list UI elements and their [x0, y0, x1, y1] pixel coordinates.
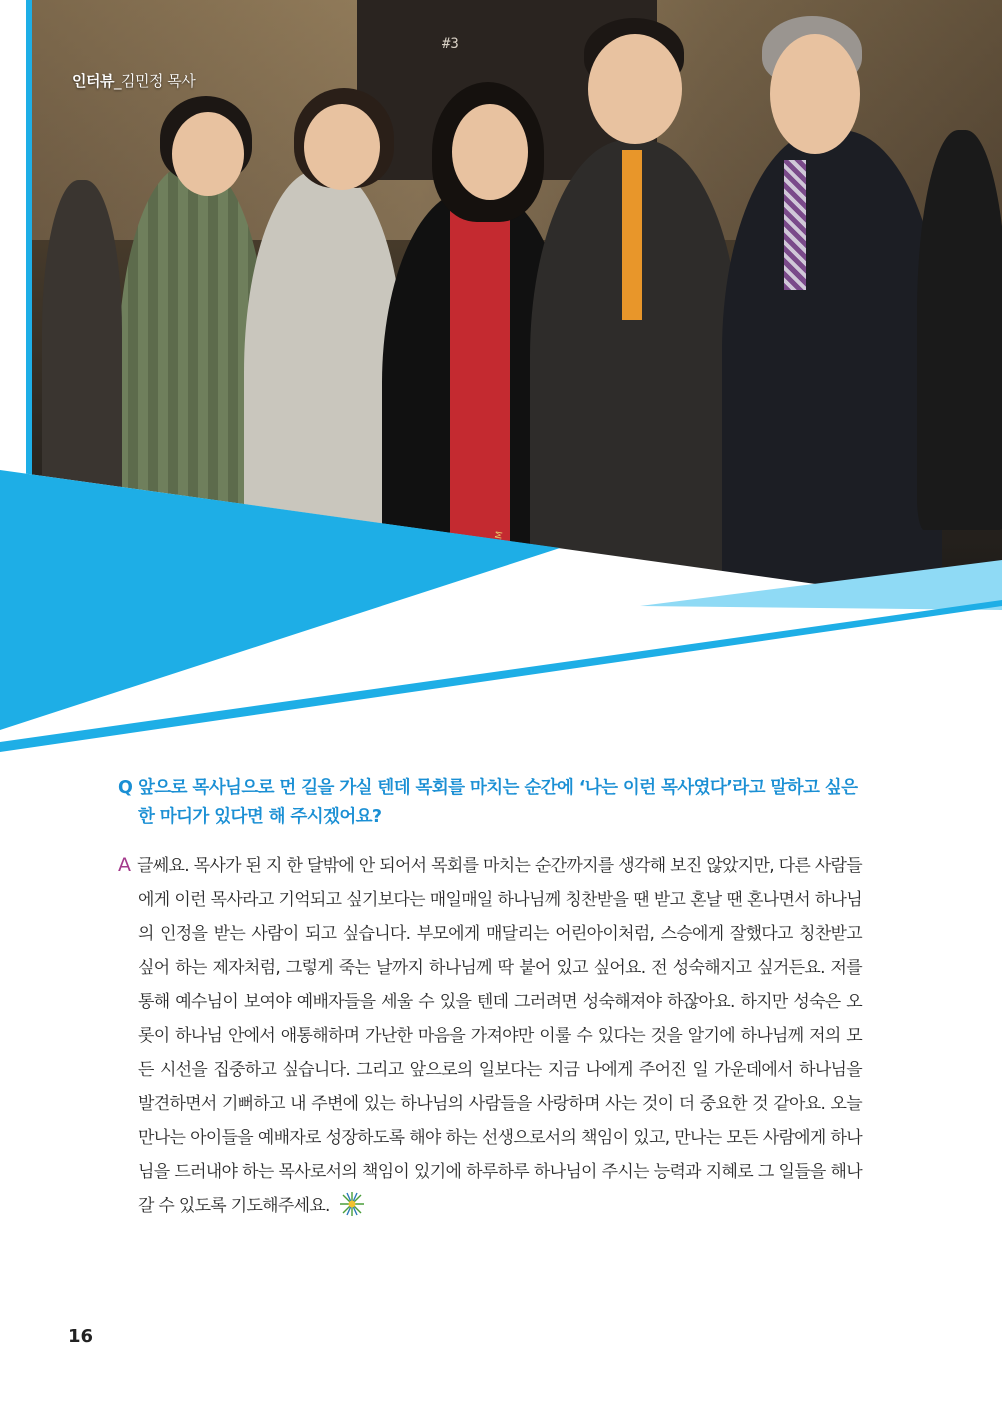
section-label-title: 인터뷰 — [72, 72, 114, 90]
interview-question — [118, 774, 878, 832]
photo-door-sign: #3 — [442, 36, 459, 52]
question-prefix: Q — [118, 778, 133, 798]
answer-text: 글쎄요. 목사가 된 지 한 달밖에 안 되어서 목회를 마치는 순간까지를 생각해 보진 않았지만, 다른 사람들에게 이런 목사라고 기억되고 싶기보다는 매일매일 하나님께 칭찬받을 땐 받고 혼날 땐 혼나면서 하나님의 인정을 받는 사람이 되고 싶습니다. 부모에게 매달리는 어린아이처럼, 스승에게 잘했다고 칭찬받고 싶어 하는 제자처럼, 그렇게 죽는 날까지 하나님께 딱 붙어 있고 싶어요. 전 성숙해지고 싶거든요. 저를 통해 예수님이 보여야 예배자들을 세울 수 있을 텐데 그러려면 성숙해져야 하잖아요. 하지만 성숙은 오롯이 하나님 안에서 애통해하며 가난한 마음을 가져야만 이룰 수 있다는 것을 알기에 하나님께 저의 모든 시선을 집중하고 싶습니다. 그리고 앞으로의 일보다는 지금 나에게 주어진 일 가운데에서 하나님을 발견하면서 기뻐하고 내 주변에 있는 하나님의 사람들을 사랑하며 사는 것이 더 중요한 것 같아요. 오늘 만나는 아이들을 예배자로 성장하도록 해야 하는 선생으로서의 책임이 있고, 만나는 모든 사람에게 하나님을 드러내야 하는 목사로서의 책임이 있기에 하루하루 하나님이 주시는 능력과 지혜로 그 일들을 해나갈 수 있도록 기도해주세요. — [137, 856, 862, 1216]
interview-answer — [118, 848, 862, 1223]
section-label-subtitle: _김민정 목사 — [113, 72, 196, 90]
page-number: 16 — [68, 1326, 94, 1347]
end-mark-icon — [338, 1190, 366, 1218]
question-line-2: 한 마디가 있다면 해 주시겠어요? — [138, 807, 382, 827]
answer-prefix: A — [118, 854, 131, 876]
question-line-1: 앞으로 목사님으로 먼 길을 가실 텐데 목회를 마치는 순간에 ‘나는 이런 목사였다’라고 말하고 싶은 — [138, 778, 858, 798]
